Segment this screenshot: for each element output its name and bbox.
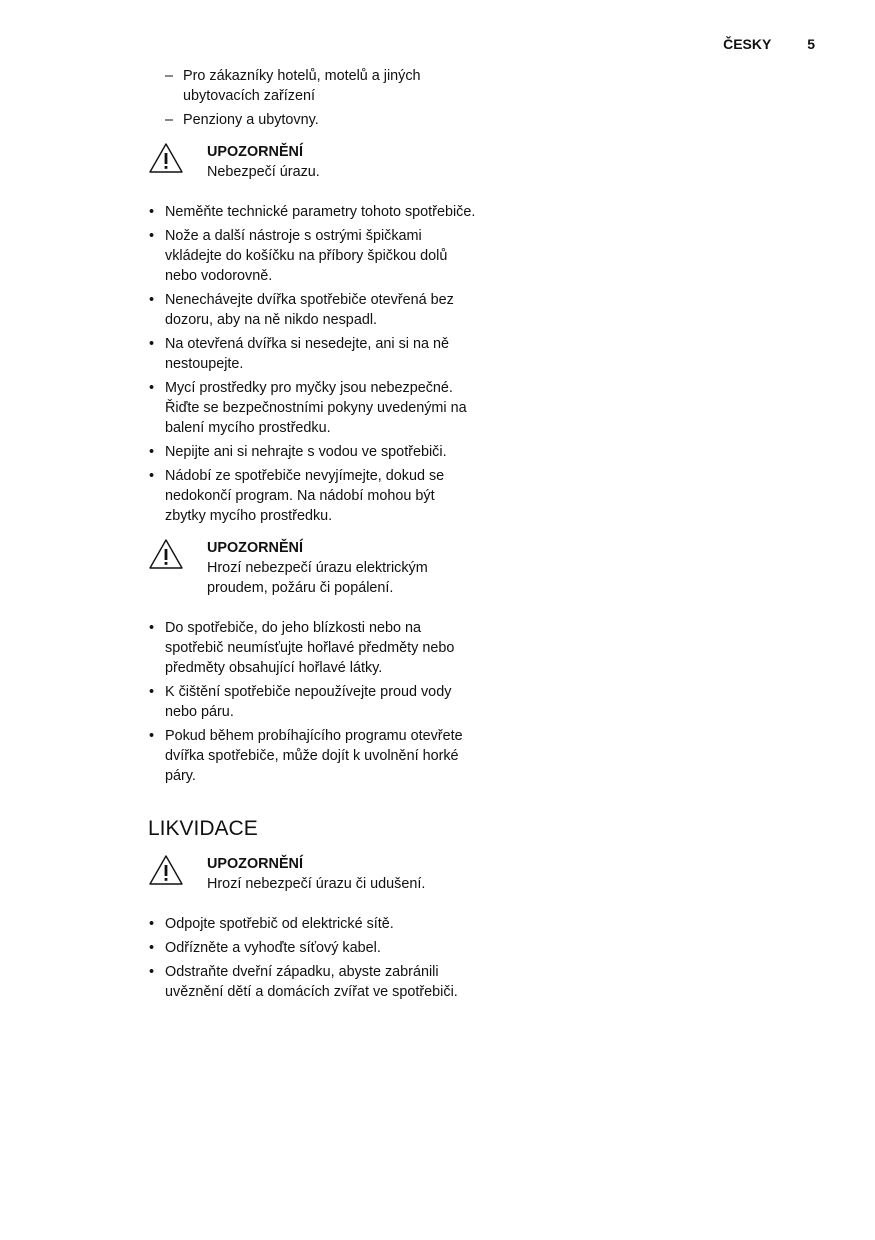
warning-triangle-icon bbox=[148, 854, 184, 886]
list-item: • Nepijte ani si nehrajte s vodou ve spotřebiči. bbox=[148, 442, 478, 462]
list-item: • Nože a další nástroje s ostrými špičkami vkládejte do košíčku na příbory špičkou dolů nebo vodorovně. bbox=[148, 226, 478, 286]
list-item: • Odřízněte a vyhoďte síťový kabel. bbox=[148, 938, 478, 958]
list-item: • K čištění spotřebiče nepoužívejte proud vody nebo páru. bbox=[148, 682, 478, 722]
list-item: • Neměňte technické parametry tohoto spotřebiče. bbox=[148, 202, 478, 222]
list-item: • Mycí prostředky pro myčky jsou nebezpečné. Řiďte se bezpečnostními pokyny uvedenými na balení mycího prostředku. bbox=[148, 378, 478, 438]
warning-text: Nebezpečí úrazu. bbox=[207, 164, 320, 180]
warning-box-injury bbox=[148, 142, 478, 182]
warning-title: UPOZORNĚNÍ bbox=[207, 856, 303, 872]
bullet-list-disposal bbox=[148, 914, 478, 1002]
list-item: • Odstraňte dveřní západku, abyste zabránili uvěznění dětí a domácích zvířat ve spotřebiči. bbox=[148, 962, 478, 1002]
list-item: • Na otevřená dvířka si nesedejte, ani si na ně nestoupejte. bbox=[148, 334, 478, 374]
warning-text: Hrozí nebezpečí úrazu elektrickým proudem, požáru či popálení. bbox=[207, 560, 428, 596]
content-column bbox=[148, 66, 478, 1006]
page-number: 5 bbox=[807, 36, 815, 52]
list-item: – Pro zákazníky hotelů, motelů a jiných ubytovacích zařízení bbox=[148, 66, 478, 106]
header-language: ČESKY bbox=[723, 36, 772, 52]
warning-title: UPOZORNĚNÍ bbox=[207, 144, 303, 160]
list-item: • Odpojte spotřebič od elektrické sítě. bbox=[148, 914, 478, 934]
bullet-list-fire bbox=[148, 618, 478, 786]
page-header bbox=[723, 36, 815, 52]
section-title: LIKVIDACE bbox=[148, 817, 258, 840]
warning-title: UPOZORNĚNÍ bbox=[207, 540, 303, 556]
list-item: • Pokud během probíhajícího programu otevřete dvířka spotřebiče, může dojít k uvolnění horké páry. bbox=[148, 726, 478, 786]
bullet-list-safety bbox=[148, 202, 478, 526]
warning-text: Hrozí nebezpečí úrazu či udušení. bbox=[207, 876, 426, 892]
dash-list bbox=[148, 66, 478, 130]
list-item: – Penziony a ubytovny. bbox=[148, 110, 478, 130]
list-item: • Do spotřebiče, do jeho blízkosti nebo na spotřebič neumísťujte hořlavé předměty nebo předměty obsahující hořlavé látky. bbox=[148, 618, 478, 678]
list-item: • Nenechávejte dvířka spotřebiče otevřená bez dozoru, aby na ně nikdo nespadl. bbox=[148, 290, 478, 330]
warning-triangle-icon bbox=[148, 142, 184, 174]
warning-box-electric bbox=[148, 538, 478, 598]
list-item: • Nádobí ze spotřebiče nevyjímejte, dokud se nedokončí program. Na nádobí mohou být zbytky mycího prostředku. bbox=[148, 466, 478, 526]
warning-triangle-icon bbox=[148, 538, 184, 570]
warning-box-suffocation bbox=[148, 854, 478, 894]
